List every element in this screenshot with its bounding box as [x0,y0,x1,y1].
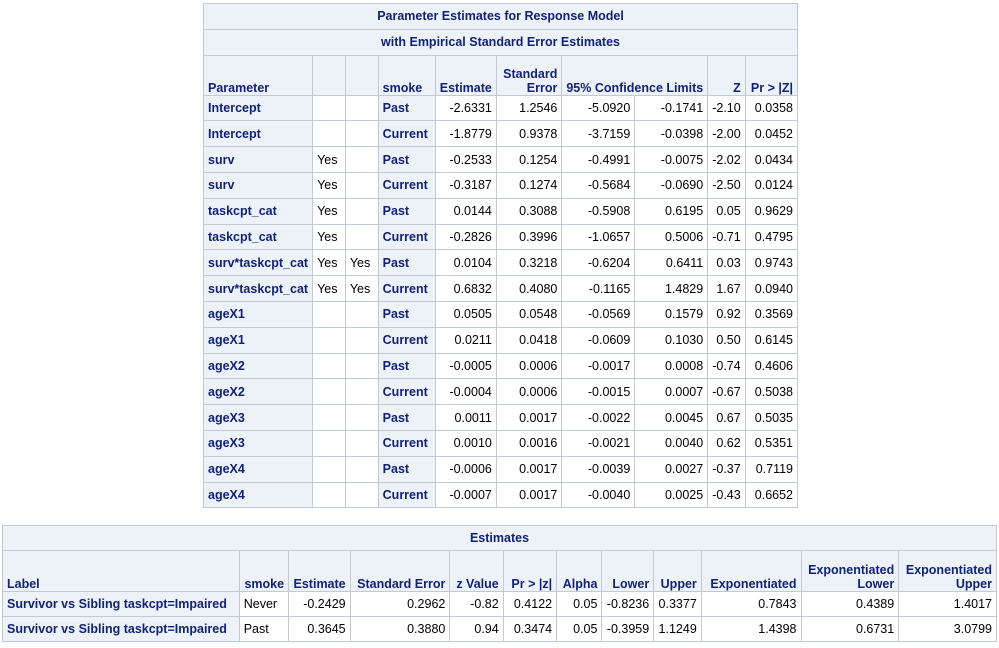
row-class-2 [345,147,378,173]
table-title: Parameter Estimates for Response Model [204,4,798,30]
table-row [204,198,798,224]
row-z: 0.92 [708,301,746,327]
row-estimate: 0.0144 [435,198,496,224]
row-exponentiated-lower: 0.6731 [801,617,899,642]
row-smoke: Current [378,121,435,147]
row-p-value: 0.0434 [745,147,797,173]
row-smoke: Past [378,147,435,173]
row-class-1 [313,353,346,379]
table-row [204,482,798,508]
row-class-1: Yes [313,250,346,276]
row-standard-error: 0.1254 [496,147,562,173]
row-upper-limit: -0.0075 [635,147,708,173]
row-standard-error: 0.4080 [496,276,562,302]
row-p-value: 0.0358 [745,95,797,121]
table-row [204,430,798,456]
row-estimate: -0.0006 [435,456,496,482]
table-row [204,327,798,353]
table-row [204,121,798,147]
row-upper: 1.1249 [654,617,702,642]
row-estimate: -0.2429 [289,592,351,617]
col-header-exponentiated-upper-line2: Upper [955,577,992,591]
col-header-p-value: Pr > |Z| [745,55,797,95]
row-standard-error: 0.0017 [496,482,562,508]
row-z: 0.50 [708,327,746,353]
row-upper-limit: 0.1030 [635,327,708,353]
row-p-value: 0.3474 [503,617,556,642]
table-row [204,379,798,405]
row-lower-limit: -5.0920 [562,95,635,121]
estimates-table [2,525,997,642]
row-estimate: 0.0505 [435,301,496,327]
row-standard-error: 0.0006 [496,379,562,405]
row-p-value: 0.0940 [745,276,797,302]
row-z: 0.03 [708,250,746,276]
row-estimate: -0.0005 [435,353,496,379]
row-lower-limit: -0.0040 [562,482,635,508]
row-p-value: 0.4122 [503,592,556,617]
table-row [204,456,798,482]
row-lower-limit: -3.7159 [562,121,635,147]
table-row [3,592,997,617]
table-row [204,172,798,198]
row-class-2 [345,198,378,224]
row-estimate: 0.0211 [435,327,496,353]
row-z: -0.74 [708,353,746,379]
row-smoke: Past [378,456,435,482]
row-z: 0.62 [708,430,746,456]
row-smoke: Current [378,327,435,353]
row-class-1 [313,95,346,121]
row-parameter: Intercept [204,121,313,147]
row-class-1: Yes [313,198,346,224]
row-estimate: 0.0010 [435,430,496,456]
row-upper-limit: 0.6195 [635,198,708,224]
row-standard-error: 0.3088 [496,198,562,224]
row-p-value: 0.3569 [745,301,797,327]
row-z-value: 0.94 [450,617,503,642]
row-smoke: Past [239,617,288,642]
col-header-p-value: Pr > |z| [503,551,556,592]
row-parameter: ageX4 [204,456,313,482]
row-p-value: 0.6145 [745,327,797,353]
col-header-standard-error [496,55,562,95]
row-upper-limit: 0.0040 [635,430,708,456]
row-smoke: Past [378,198,435,224]
row-standard-error: 0.3218 [496,250,562,276]
row-parameter: surv*taskcpt_cat [204,250,313,276]
row-class-2 [345,456,378,482]
row-lower-limit: -1.0657 [562,224,635,250]
row-upper-limit: 0.5006 [635,224,708,250]
row-p-value: 0.7119 [745,456,797,482]
col-header-exponentiated-lower-line1: Exponentiated [808,563,895,577]
row-z: -0.67 [708,379,746,405]
row-z: -2.00 [708,121,746,147]
row-parameter: surv [204,172,313,198]
row-standard-error: 0.0017 [496,456,562,482]
col-header-label: Label [3,551,240,592]
col-header-blank-2 [345,55,378,95]
row-smoke: Past [378,405,435,431]
table-row [204,405,798,431]
row-parameter: Intercept [204,95,313,121]
row-class-2 [345,121,378,147]
row-class-1 [313,301,346,327]
row-class-2 [345,327,378,353]
col-header-exponentiated-lower [801,551,899,592]
col-header-estimate: Estimate [435,55,496,95]
col-header-exponentiated-upper-line1: Exponentiated [905,563,992,577]
col-header-estimate: Estimate [289,551,351,592]
row-lower-limit: -0.6204 [562,250,635,276]
row-lower-limit: -0.0017 [562,353,635,379]
row-smoke: Past [378,95,435,121]
row-class-2: Yes [345,276,378,302]
row-class-1: Yes [313,172,346,198]
row-z: -2.10 [708,95,746,121]
row-lower-limit: -0.5908 [562,198,635,224]
row-estimate: -0.0004 [435,379,496,405]
row-class-1 [313,430,346,456]
row-class-2 [345,482,378,508]
table-row [204,147,798,173]
row-standard-error: 0.1274 [496,172,562,198]
row-class-2: Yes [345,250,378,276]
row-p-value: 0.0452 [745,121,797,147]
row-smoke: Current [378,379,435,405]
row-z: 1.67 [708,276,746,302]
table-subtitle: with Empirical Standard Error Estimates [204,29,798,55]
col-header-exponentiated-upper [899,551,997,592]
row-parameter: ageX2 [204,353,313,379]
row-estimate: -0.2826 [435,224,496,250]
row-p-value: 0.5038 [745,379,797,405]
row-upper-limit: 0.1579 [635,301,708,327]
row-z: 0.67 [708,405,746,431]
row-alpha: 0.05 [557,592,602,617]
table-row [204,95,798,121]
row-standard-error: 0.0006 [496,353,562,379]
row-parameter: ageX4 [204,482,313,508]
row-z: -0.37 [708,456,746,482]
row-class-2 [345,353,378,379]
row-class-1 [313,379,346,405]
row-upper-limit: 0.6411 [635,250,708,276]
row-upper-limit: 0.0007 [635,379,708,405]
row-parameter: ageX1 [204,327,313,353]
row-standard-error: 0.0016 [496,430,562,456]
col-header-standard-error-line2: Error [526,80,558,95]
row-smoke: Current [378,276,435,302]
row-z-value: -0.82 [450,592,503,617]
col-header-alpha: Alpha [557,551,602,592]
row-exponentiated: 0.7843 [701,592,801,617]
row-class-1 [313,327,346,353]
row-p-value: 0.4795 [745,224,797,250]
row-standard-error: 0.0017 [496,405,562,431]
col-header-z-value: z Value [450,551,503,592]
row-alpha: 0.05 [557,617,602,642]
row-upper-limit: 0.0008 [635,353,708,379]
row-p-value: 0.9629 [745,198,797,224]
row-smoke: Current [378,482,435,508]
row-standard-error: 0.0418 [496,327,562,353]
row-standard-error: 0.0548 [496,301,562,327]
row-estimate: -0.3187 [435,172,496,198]
row-smoke: Current [378,172,435,198]
row-parameter: ageX2 [204,379,313,405]
table-row [204,250,798,276]
row-parameter: surv*taskcpt_cat [204,276,313,302]
row-exponentiated: 1.4398 [701,617,801,642]
row-smoke: Past [378,301,435,327]
row-lower-limit: -0.0022 [562,405,635,431]
row-standard-error: 0.3996 [496,224,562,250]
row-class-1 [313,456,346,482]
estimates-title: Estimates [3,526,997,551]
row-z: -0.43 [708,482,746,508]
row-class-1: Yes [313,224,346,250]
row-p-value: 0.0124 [745,172,797,198]
row-class-2 [345,430,378,456]
row-z: -2.02 [708,147,746,173]
row-label: Survivor vs Sibling taskcpt=Impaired [3,592,240,617]
row-lower-limit: -0.0021 [562,430,635,456]
table-row [204,301,798,327]
row-smoke: Past [378,353,435,379]
row-lower-limit: -0.1165 [562,276,635,302]
row-lower-limit: -0.0609 [562,327,635,353]
row-standard-error: 0.3880 [350,617,450,642]
row-class-1 [313,405,346,431]
row-p-value: 0.6652 [745,482,797,508]
row-class-1: Yes [313,147,346,173]
col-header-exponentiated: Exponentiated [701,551,801,592]
row-parameter: taskcpt_cat [204,224,313,250]
col-header-standard-error-line1: Standard [503,66,558,81]
row-lower-limit: -0.5684 [562,172,635,198]
row-estimate: -0.0007 [435,482,496,508]
col-header-confidence-limits: 95% Confidence Limits [562,55,708,95]
row-smoke: Never [239,592,288,617]
row-upper: 0.3377 [654,592,702,617]
col-header-blank-1 [313,55,346,95]
col-header-upper: Upper [654,551,702,592]
row-class-2 [345,379,378,405]
row-parameter: ageX1 [204,301,313,327]
col-header-smoke: smoke [378,55,435,95]
row-standard-error: 0.9378 [496,121,562,147]
row-class-2 [345,405,378,431]
row-lower-limit: -0.0039 [562,456,635,482]
row-class-1 [313,482,346,508]
row-lower-limit: -0.0015 [562,379,635,405]
row-estimate: -1.8779 [435,121,496,147]
row-estimate: -0.2533 [435,147,496,173]
row-exponentiated-lower: 0.4389 [801,592,899,617]
col-header-parameter: Parameter [204,55,313,95]
row-p-value: 0.9743 [745,250,797,276]
col-header-lower: Lower [602,551,654,592]
col-header-smoke: smoke [239,551,288,592]
row-z: 0.05 [708,198,746,224]
row-standard-error: 1.2546 [496,95,562,121]
table-row [204,276,798,302]
row-lower: -0.3959 [602,617,654,642]
row-exponentiated-upper: 1.4017 [899,592,997,617]
row-label: Survivor vs Sibling taskcpt=Impaired [3,617,240,642]
row-upper-limit: -0.0398 [635,121,708,147]
row-parameter: taskcpt_cat [204,198,313,224]
row-estimate: 0.3645 [289,617,351,642]
row-class-2 [345,301,378,327]
row-upper-limit: -0.1741 [635,95,708,121]
row-class-2 [345,224,378,250]
row-smoke: Current [378,430,435,456]
row-estimate: 0.0104 [435,250,496,276]
col-header-standard-error: Standard Error [350,551,450,592]
row-class-2 [345,95,378,121]
col-header-z: Z [708,55,746,95]
table-row [3,617,997,642]
row-lower-limit: -0.4991 [562,147,635,173]
row-upper-limit: 1.4829 [635,276,708,302]
row-class-1: Yes [313,276,346,302]
row-class-1 [313,121,346,147]
row-parameter: ageX3 [204,405,313,431]
table-row [204,353,798,379]
row-lower-limit: -0.0569 [562,301,635,327]
row-estimate: 0.6832 [435,276,496,302]
row-lower: -0.8236 [602,592,654,617]
row-upper-limit: 0.0045 [635,405,708,431]
parameter-estimates-table [203,3,798,508]
row-smoke: Current [378,224,435,250]
row-upper-limit: -0.0690 [635,172,708,198]
row-p-value: 0.5351 [745,430,797,456]
row-smoke: Past [378,250,435,276]
row-standard-error: 0.2962 [350,592,450,617]
row-parameter: ageX3 [204,430,313,456]
row-upper-limit: 0.0025 [635,482,708,508]
row-p-value: 0.4606 [745,353,797,379]
row-estimate: -2.6331 [435,95,496,121]
row-upper-limit: 0.0027 [635,456,708,482]
row-exponentiated-upper: 3.0799 [899,617,997,642]
row-class-2 [345,172,378,198]
row-estimate: 0.0011 [435,405,496,431]
col-header-exponentiated-lower-line2: Lower [857,577,895,591]
row-z: -2.50 [708,172,746,198]
row-parameter: surv [204,147,313,173]
table-row [204,224,798,250]
row-z: -0.71 [708,224,746,250]
row-p-value: 0.5035 [745,405,797,431]
